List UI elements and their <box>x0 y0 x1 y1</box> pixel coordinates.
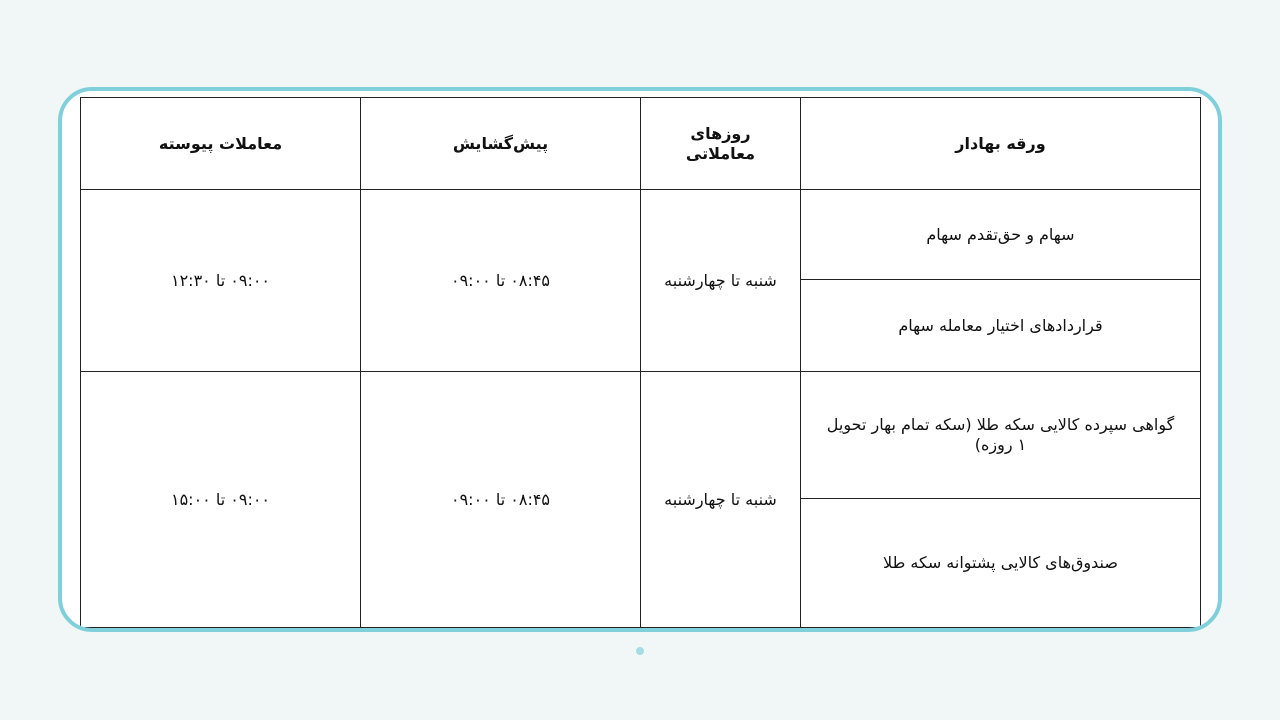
security-cell: صندوق‌های کالایی پشتوانه سکه طلا <box>801 499 1201 628</box>
continuous-trading-cell: ۰۹:۰۰ تا ۱۵:۰۰ <box>81 372 361 628</box>
security-cell: قراردادهای اختیار معامله سهام <box>801 280 1201 372</box>
trading-days-cell: شنبه تا چهارشنبه <box>641 372 801 628</box>
table-row <box>81 372 1201 499</box>
preopening-cell: ۰۸:۴۵ تا ۰۹:۰۰ <box>361 190 641 372</box>
security-cell: سهام و حق‌تقدم سهام <box>801 190 1201 280</box>
continuous-trading-cell: ۰۹:۰۰ تا ۱۲:۳۰ <box>81 190 361 372</box>
security-cell: گواهی سپرده کالایی سکه طلا (سکه تمام بهار تحویل ۱ روزه) <box>801 372 1201 499</box>
header-trading-days: روزهای معاملاتی <box>641 98 801 190</box>
table-header-row <box>81 98 1201 190</box>
trading-hours-card <box>58 87 1222 632</box>
trading-days-cell: شنبه تا چهارشنبه <box>641 190 801 372</box>
trading-hours-table <box>80 97 1201 628</box>
header-preopening: پیش‌گشایش <box>361 98 641 190</box>
carousel-page-dot[interactable] <box>636 647 644 655</box>
header-continuous-trading: معاملات پیوسته <box>81 98 361 190</box>
table-row <box>81 190 1201 280</box>
header-security: ورقه بهادار <box>801 98 1201 190</box>
preopening-cell: ۰۸:۴۵ تا ۰۹:۰۰ <box>361 372 641 628</box>
